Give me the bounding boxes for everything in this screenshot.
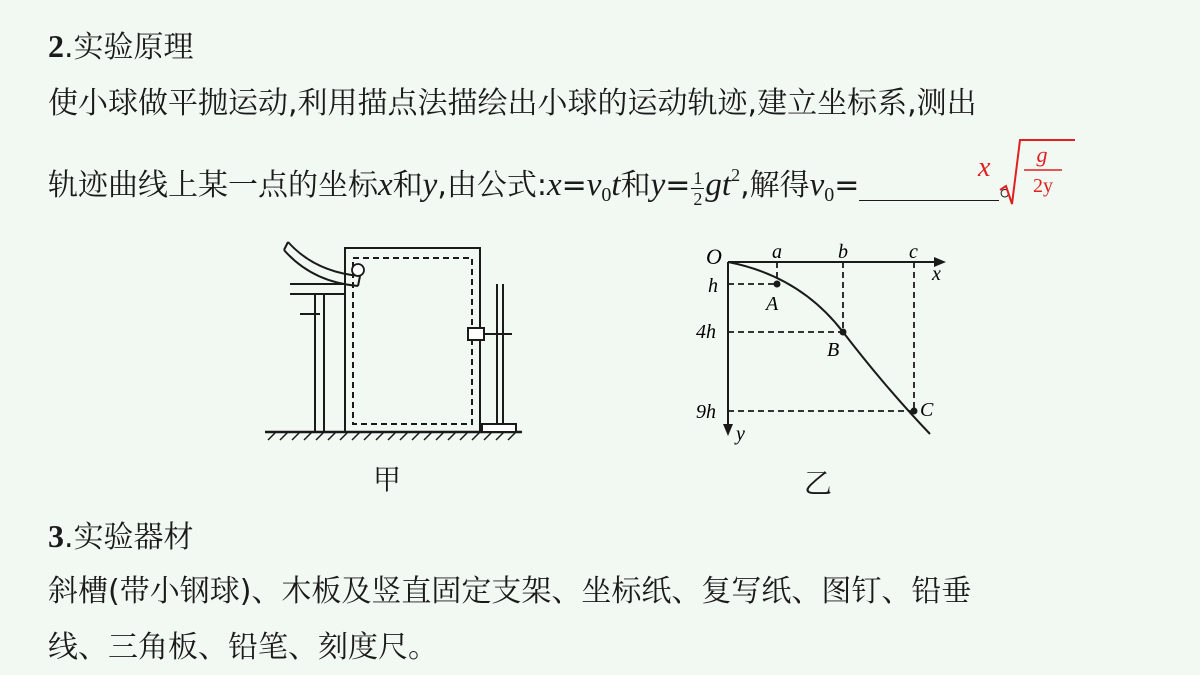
text-segment: 轨迹曲线上某一点的坐标	[48, 168, 378, 203]
row-label-4h: 4h	[696, 321, 716, 343]
text-segment: 和	[392, 168, 423, 203]
subscript-0: 0	[601, 184, 612, 206]
section-heading-equipment	[48, 512, 194, 556]
equals-sign: =	[665, 168, 691, 203]
chute-bottom-edge	[284, 250, 358, 286]
col-label-b: b	[838, 241, 848, 263]
coordinate-paper	[353, 258, 472, 424]
board-outer	[345, 248, 480, 432]
var-v: v	[809, 167, 825, 203]
answer-var-x: x	[978, 152, 991, 183]
fraction-denominator: 2	[693, 189, 703, 209]
section-title: .实验器材	[64, 520, 194, 555]
guide-lines	[728, 262, 914, 411]
var-x: x	[546, 167, 562, 203]
superscript-2: 2	[731, 165, 741, 185]
section-number: 2	[48, 28, 64, 64]
chute-end	[358, 276, 360, 286]
point-label-b: B	[827, 339, 840, 361]
col-label-a: a	[772, 241, 782, 263]
answer-formula	[970, 134, 1080, 214]
subscript-0: 0	[824, 184, 835, 206]
figure-caption-b: 乙	[804, 467, 833, 500]
apparatus-figure	[260, 232, 530, 442]
text-segment: ,解得	[740, 168, 810, 203]
var-t: t	[721, 167, 732, 203]
text-segment: 。	[999, 168, 1030, 203]
point-label-a: A	[766, 293, 779, 315]
chute-end	[284, 242, 288, 250]
stand-base	[482, 424, 516, 432]
equals-sign: =	[834, 168, 860, 203]
fraction-half	[691, 168, 704, 209]
equipment-line-1: 斜槽(带小钢球)、木板及竖直固定支架、坐标纸、复写纸、图钉、铅垂	[48, 574, 972, 609]
section-title: .实验原理	[64, 30, 194, 65]
section-number: 3	[48, 518, 64, 554]
text-segment: ,由公式:	[437, 168, 547, 203]
answer-numerator: g	[1036, 142, 1048, 167]
point-label-c: C	[920, 399, 934, 421]
text-segment: 和	[620, 168, 651, 203]
row-label-9h: 9h	[696, 401, 716, 423]
y-axis-label: y	[736, 423, 745, 445]
row-label-h: h	[708, 275, 718, 297]
point-c-dot	[911, 408, 918, 415]
section-heading-principle	[48, 22, 194, 66]
clamp	[468, 328, 484, 340]
answer-denominator: 2y	[1033, 175, 1053, 197]
var-x: x	[378, 167, 393, 203]
origin-label: O	[706, 244, 722, 269]
var-v: v	[586, 167, 602, 203]
trajectory-figure	[690, 236, 960, 446]
x-axis-label: x	[932, 263, 941, 285]
col-label-c: c	[909, 241, 918, 263]
var-g: g	[705, 167, 722, 203]
var-y: y	[422, 167, 438, 203]
var-t: t	[611, 167, 621, 203]
point-a-dot	[774, 281, 781, 288]
principle-line-2	[48, 160, 1029, 209]
y-axis-arrow	[723, 424, 733, 436]
equipment-line-2: 线、三角板、铅笔、刻度尺。	[48, 630, 438, 665]
principle-line-1: 使小球做平抛运动,利用描点法描绘出小球的运动轨迹,建立坐标系,测出	[48, 86, 977, 121]
var-y: y	[650, 167, 666, 203]
figure-caption-a: 甲	[373, 463, 402, 496]
steel-ball	[352, 264, 364, 276]
point-b-dot	[840, 329, 847, 336]
equals-sign: =	[561, 168, 587, 203]
fraction-numerator: 1	[693, 168, 703, 188]
